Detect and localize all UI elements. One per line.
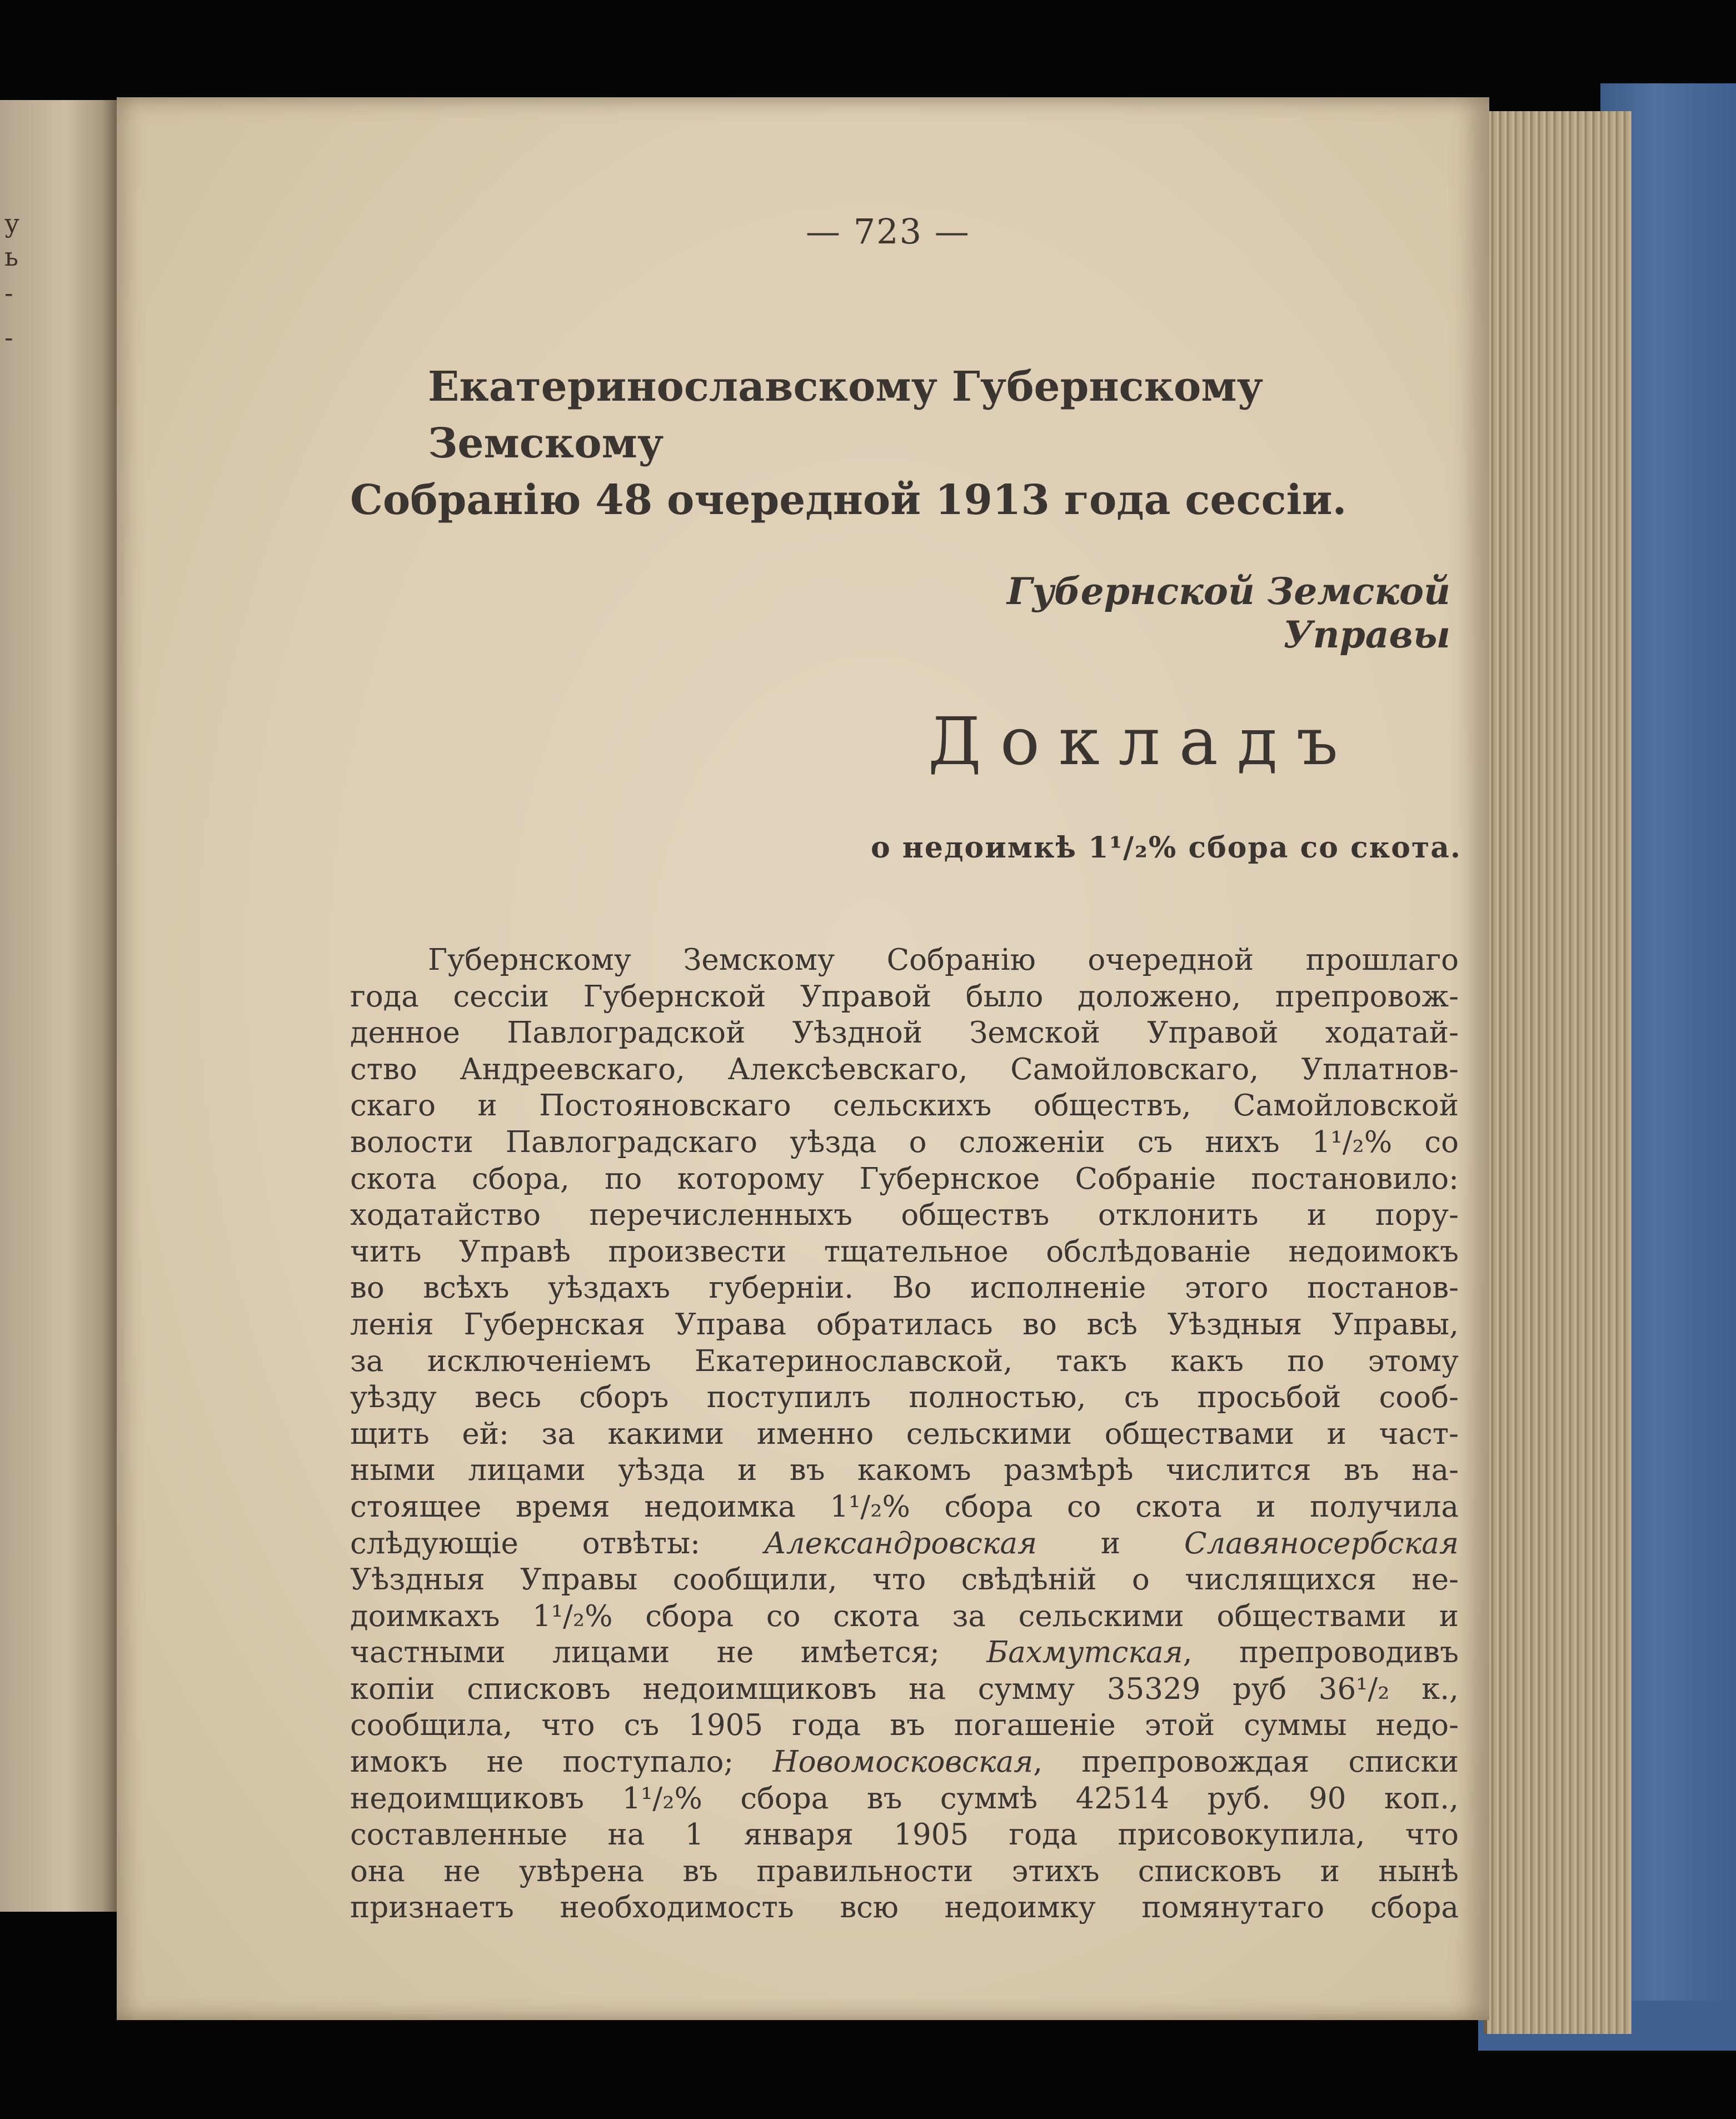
text-line: ленія Губернская Управа обратилась во всѣ Уѣздныя Управы,	[350, 1307, 1459, 1342]
issuer-subheading: Губернской Земской Управы	[1007, 570, 1450, 656]
text-line: во всѣхъ уѣздахъ губерніи. Во исполненіе этого постанов-	[350, 1271, 1459, 1305]
heading-line: Собранію 48 очередной 1913 года сессіи.	[350, 476, 1347, 524]
text-line: чить Управѣ произвести тщательное обслѣдованіе недоимокъ	[350, 1234, 1459, 1269]
text-line: ходатайство перечисленныхъ обществъ отклонить и пору-	[350, 1198, 1459, 1233]
document-subtitle: о недоимкѣ 1¹/₂% сбора со скота.	[870, 831, 1461, 865]
text-line: года сессіи Губернской Управой было доложено, препровож-	[350, 979, 1459, 1014]
page-stack-edge	[1484, 111, 1632, 2034]
text-line: скаго и Постояновскаго сельскихъ обществъ, Самойловской	[350, 1089, 1459, 1123]
text-line: признаетъ необходимость всю недоимку помянутаго сбора	[350, 1891, 1459, 1925]
page-number: — 723 —	[806, 211, 970, 252]
margin-mark: -	[4, 322, 13, 352]
margin-mark: у	[4, 208, 20, 238]
text-line: она не увѣрена въ правильности этихъ списковъ и нынѣ	[350, 1854, 1459, 1888]
text-line: Губернскому Земскому Собранію очередной прошлаго	[428, 943, 1459, 977]
document-page	[117, 97, 1489, 2020]
margin-mark: ь	[4, 242, 19, 272]
text-line: Уѣздныя Управы сообщили, что свѣдѣній о числящихся не-	[350, 1563, 1459, 1597]
text-line: частными лицами не имѣется; Бахмутская, препроводивъ	[350, 1636, 1459, 1670]
text-line: скота сбора, по которому Губернское Собраніе постановило:	[350, 1161, 1459, 1196]
body-paragraph	[350, 942, 1459, 1926]
text-line: ство Андреевскаго, Алексѣевскаго, Самойловскаго, Уплатнов-	[350, 1052, 1459, 1086]
margin-mark: -	[4, 278, 13, 308]
text-line: сообщила, что съ 1905 года въ погашеніе этой суммы недо-	[350, 1708, 1459, 1743]
text-line: стоящее время недоимка 1¹/₂% сбора со скота и получила	[350, 1489, 1459, 1524]
text-line: за исключеніемъ Екатеринославской, такъ какъ по этому	[350, 1344, 1459, 1378]
heading-line: Екатеринославскому Губернскому Земскому	[428, 363, 1264, 467]
text-line: имокъ не поступало; Новомосковская, препровождая списки	[350, 1745, 1459, 1779]
text-line: недоимщиковъ 1¹/₂% сбора въ суммѣ 42514 руб. 90 коп.,	[350, 1781, 1459, 1816]
text-line: слѣдующіе отвѣты: Александровская и Славяносербская	[350, 1526, 1459, 1560]
page-heading	[350, 358, 1461, 528]
text-line: доимкахъ 1¹/₂% сбора со скота за сельскими обществами и	[350, 1599, 1459, 1633]
text-line: денное Павлоградской Уѣздной Земской Управой ходатай-	[350, 1016, 1459, 1050]
text-line: копіи списковъ недоимщиковъ на сумму 35329 руб 36¹/₂ к.,	[350, 1672, 1459, 1706]
text-line: ными лицами уѣзда и въ какомъ размѣрѣ числится въ на-	[350, 1453, 1459, 1488]
facing-page-edge	[0, 100, 125, 1912]
text-line: составленные на 1 января 1905 года присовокупила, что	[350, 1818, 1459, 1852]
text-line: уѣзду весь сборъ поступилъ полностью, съ просьбой сооб-	[350, 1380, 1459, 1415]
text-line: щить ей: за какими именно сельскими обществами и част-	[350, 1417, 1459, 1451]
document-title: Докладъ	[928, 703, 1357, 780]
text-line: волости Павлоградскаго уѣзда о сложеніи съ нихъ 1¹/₂% со	[350, 1125, 1459, 1159]
